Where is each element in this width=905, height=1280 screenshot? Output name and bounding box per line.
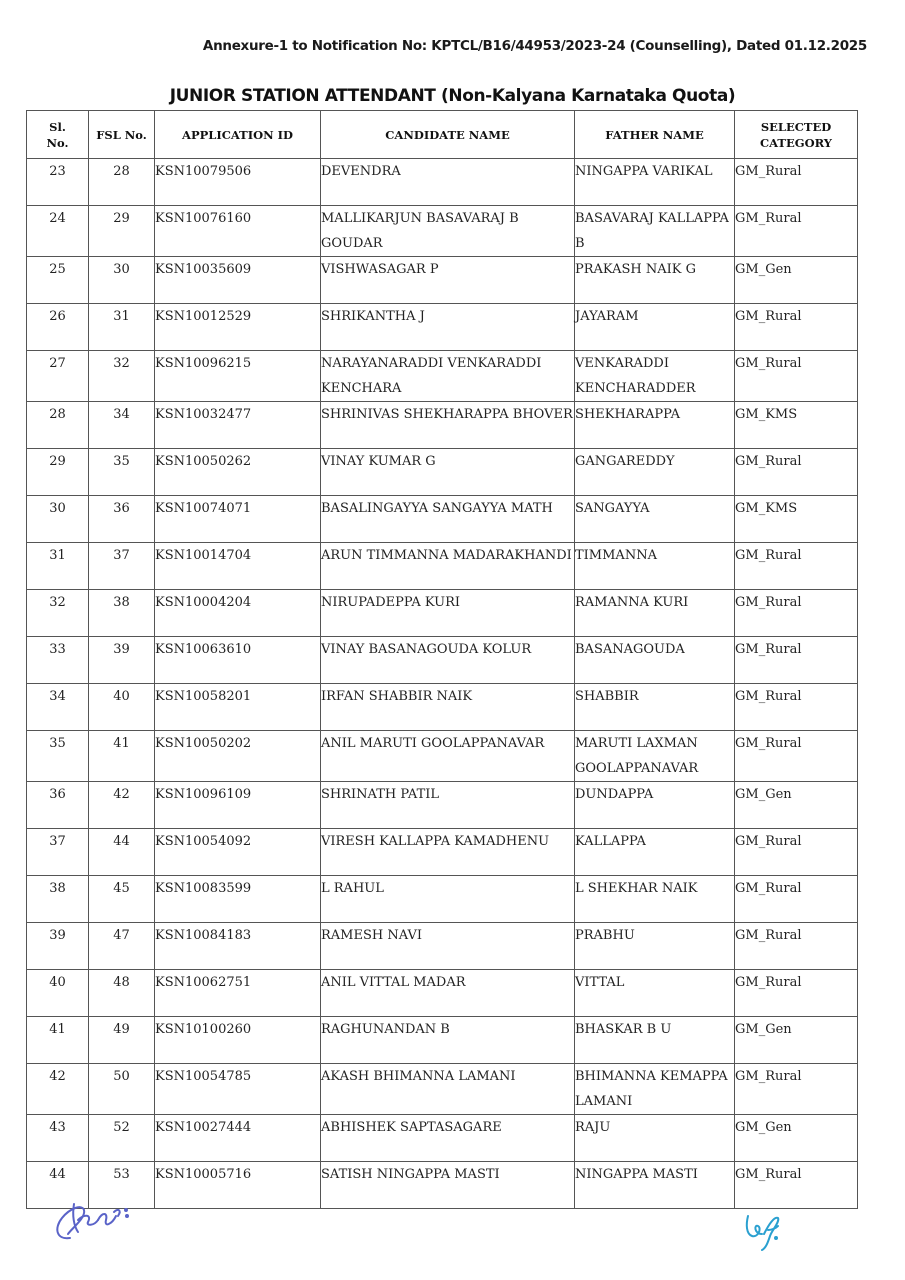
cell-candidate-name: MALLIKARJUN BASAVARAJ B GOUDAR [321, 206, 575, 257]
cell-candidate-name: ARUN TIMMANNA MADARAKHANDI [321, 543, 575, 590]
table-row [27, 257, 858, 304]
cell-candidate-name: RAGHUNANDAN B [321, 1017, 575, 1064]
cell-candidate-name: SHRIKANTHA J [321, 304, 575, 351]
cell-candidate-name: VISHWASAGAR P [321, 257, 575, 304]
cell-application-id: KSN10014704 [155, 543, 321, 590]
cell-selected-category: GM_Rural [735, 1162, 858, 1209]
cell-father-name: JAYARAM [575, 304, 735, 351]
cell-father-name: GANGAREDDY [575, 449, 735, 496]
cell-application-id: KSN10035609 [155, 257, 321, 304]
cell-fsl-no: 34 [89, 402, 155, 449]
column-header-line: Sl. [49, 119, 66, 134]
cell-fsl-no: 50 [89, 1064, 155, 1115]
cell-application-id: KSN10100260 [155, 1017, 321, 1064]
table-row [27, 351, 858, 402]
cell-selected-category: GM_Rural [735, 637, 858, 684]
table-row [27, 543, 858, 590]
cell-candidate-name: VINAY BASANAGOUDA KOLUR [321, 637, 575, 684]
cell-selected-category: GM_Rural [735, 876, 858, 923]
page-title: JUNIOR STATION ATTENDANT (Non-Kalyana Karnataka Quota) [169, 86, 736, 106]
column-header-sl-no [27, 111, 89, 159]
column-header-line: No. [46, 135, 69, 150]
table-row [27, 684, 858, 731]
cell-sl-no: 28 [27, 402, 89, 449]
annexure-notification-line: Annexure-1 to Notification No: KPTCL/B16/44953/2023-24 (Counselling), Dated 01.12.2025 [202, 38, 867, 54]
column-header-father-name [575, 111, 735, 159]
cell-father-name: BASAVARAJ KALLAPPA B [575, 206, 735, 257]
cell-sl-no: 23 [27, 159, 89, 206]
cell-application-id: KSN10062751 [155, 970, 321, 1017]
cell-fsl-no: 45 [89, 876, 155, 923]
cell-sl-no: 37 [27, 829, 89, 876]
cell-father-name: MARUTI LAXMAN GOOLAPPANAVAR [575, 731, 735, 782]
cell-application-id: KSN10084183 [155, 923, 321, 970]
right-signature [740, 1208, 790, 1254]
cell-sl-no: 31 [27, 543, 89, 590]
cell-father-name: DUNDAPPA [575, 782, 735, 829]
cell-selected-category: GM_Gen [735, 1017, 858, 1064]
cell-fsl-no: 29 [89, 206, 155, 257]
signature-strokes [747, 1216, 779, 1250]
cell-candidate-name: ABHISHEK SAPTASAGARE [321, 1115, 575, 1162]
cell-application-id: KSN10054092 [155, 829, 321, 876]
cell-candidate-name: L RAHUL [321, 876, 575, 923]
cell-father-name: BHASKAR B U [575, 1017, 735, 1064]
cell-selected-category: GM_Gen [735, 782, 858, 829]
table-row [27, 731, 858, 782]
cell-application-id: KSN10054785 [155, 1064, 321, 1115]
cell-candidate-name: NIRUPADEPPA KURI [321, 590, 575, 637]
cell-candidate-name: SHRINATH PATIL [321, 782, 575, 829]
table-row [27, 1162, 858, 1209]
cell-fsl-no: 36 [89, 496, 155, 543]
cell-candidate-name: ANIL VITTAL MADAR [321, 970, 575, 1017]
cell-father-name: RAJU [575, 1115, 735, 1162]
cell-application-id: KSN10076160 [155, 206, 321, 257]
cell-fsl-no: 37 [89, 543, 155, 590]
cell-candidate-name: RAMESH NAVI [321, 923, 575, 970]
cell-father-name: SHABBIR [575, 684, 735, 731]
cell-father-name: NINGAPPA MASTI [575, 1162, 735, 1209]
cell-father-name: VITTAL [575, 970, 735, 1017]
table-row [27, 206, 858, 257]
cell-father-name: TIMMANNA [575, 543, 735, 590]
cell-application-id: KSN10096109 [155, 782, 321, 829]
cell-fsl-no: 47 [89, 923, 155, 970]
cell-father-name: KALLAPPA [575, 829, 735, 876]
cell-selected-category: GM_Rural [735, 206, 858, 257]
cell-father-name: VENKARADDI KENCHARADDER [575, 351, 735, 402]
table-header-row [27, 111, 858, 159]
cell-fsl-no: 48 [89, 970, 155, 1017]
table-row [27, 1017, 858, 1064]
left-signature [48, 1198, 138, 1248]
cell-candidate-name: BASALINGAYYA SANGAYYA MATH [321, 496, 575, 543]
cell-father-name: L SHEKHAR NAIK [575, 876, 735, 923]
cell-application-id: KSN10005716 [155, 1162, 321, 1209]
cell-sl-no: 35 [27, 731, 89, 782]
cell-fsl-no: 28 [89, 159, 155, 206]
cell-fsl-no: 44 [89, 829, 155, 876]
cell-fsl-no: 49 [89, 1017, 155, 1064]
cell-fsl-no: 32 [89, 351, 155, 402]
cell-father-name: PRABHU [575, 923, 735, 970]
column-header-line: FSL No. [96, 127, 147, 142]
cell-father-name: SHEKHARAPPA [575, 402, 735, 449]
cell-fsl-no: 31 [89, 304, 155, 351]
cell-application-id: KSN10012529 [155, 304, 321, 351]
cell-selected-category: GM_Rural [735, 1064, 858, 1115]
cell-sl-no: 40 [27, 970, 89, 1017]
table-row [27, 1115, 858, 1162]
cell-candidate-name: ANIL MARUTI GOOLAPPANAVAR [321, 731, 575, 782]
cell-application-id: KSN10032477 [155, 402, 321, 449]
table-row [27, 402, 858, 449]
cell-sl-no: 26 [27, 304, 89, 351]
table-row [27, 970, 858, 1017]
cell-sl-no: 33 [27, 637, 89, 684]
cell-selected-category: GM_Rural [735, 829, 858, 876]
cell-selected-category: GM_Rural [735, 684, 858, 731]
cell-father-name: PRAKASH NAIK G [575, 257, 735, 304]
table-row [27, 304, 858, 351]
cell-sl-no: 32 [27, 590, 89, 637]
cell-father-name: NINGAPPA VARIKAL [575, 159, 735, 206]
cell-candidate-name: IRFAN SHABBIR NAIK [321, 684, 575, 731]
column-header-line: FATHER NAME [605, 127, 704, 142]
column-header-fsl-no [89, 111, 155, 159]
cell-application-id: KSN10096215 [155, 351, 321, 402]
cell-fsl-no: 52 [89, 1115, 155, 1162]
cell-father-name: SANGAYYA [575, 496, 735, 543]
cell-sl-no: 44 [27, 1162, 89, 1209]
cell-candidate-name: AKASH BHIMANNA LAMANI [321, 1064, 575, 1115]
column-header-line: APPLICATION ID [182, 127, 293, 142]
table-row [27, 449, 858, 496]
column-header-line: CATEGORY [759, 135, 833, 150]
cell-application-id: KSN10079506 [155, 159, 321, 206]
cell-sl-no: 38 [27, 876, 89, 923]
cell-sl-no: 41 [27, 1017, 89, 1064]
cell-sl-no: 27 [27, 351, 89, 402]
cell-candidate-name: SATISH NINGAPPA MASTI [321, 1162, 575, 1209]
cell-selected-category: GM_Rural [735, 543, 858, 590]
cell-fsl-no: 30 [89, 257, 155, 304]
cell-selected-category: GM_Rural [735, 449, 858, 496]
table-row [27, 637, 858, 684]
selection-list-table [26, 110, 858, 1209]
cell-candidate-name: DEVENDRA [321, 159, 575, 206]
cell-selected-category: GM_Rural [735, 590, 858, 637]
table-row [27, 876, 858, 923]
cell-application-id: KSN10083599 [155, 876, 321, 923]
cell-sl-no: 36 [27, 782, 89, 829]
table-row [27, 1064, 858, 1115]
cell-fsl-no: 53 [89, 1162, 155, 1209]
cell-selected-category: GM_Rural [735, 159, 858, 206]
cell-selected-category: GM_Rural [735, 351, 858, 402]
cell-application-id: KSN10050202 [155, 731, 321, 782]
table-row [27, 159, 858, 206]
cell-selected-category: GM_Rural [735, 923, 858, 970]
cell-application-id: KSN10074071 [155, 496, 321, 543]
cell-fsl-no: 41 [89, 731, 155, 782]
cell-candidate-name: NARAYANARADDI VENKARADDI KENCHARA [321, 351, 575, 402]
cell-father-name: BHIMANNA KEMAPPA LAMANI [575, 1064, 735, 1115]
column-header-application-id [155, 111, 321, 159]
cell-application-id: KSN10027444 [155, 1115, 321, 1162]
cell-fsl-no: 39 [89, 637, 155, 684]
table-row [27, 923, 858, 970]
cell-application-id: KSN10004204 [155, 590, 321, 637]
cell-selected-category: GM_Rural [735, 731, 858, 782]
cell-sl-no: 43 [27, 1115, 89, 1162]
table-row [27, 782, 858, 829]
column-header-candidate-name [321, 111, 575, 159]
cell-sl-no: 25 [27, 257, 89, 304]
cell-sl-no: 39 [27, 923, 89, 970]
cell-sl-no: 30 [27, 496, 89, 543]
table-row [27, 496, 858, 543]
cell-application-id: KSN10063610 [155, 637, 321, 684]
column-header-line: CANDIDATE NAME [385, 127, 510, 142]
cell-sl-no: 34 [27, 684, 89, 731]
table-row [27, 590, 858, 637]
cell-fsl-no: 42 [89, 782, 155, 829]
cell-candidate-name: VINAY KUMAR G [321, 449, 575, 496]
cell-father-name: BASANAGOUDA [575, 637, 735, 684]
cell-selected-category: GM_Rural [735, 970, 858, 1017]
column-header-line: SELECTED [760, 119, 832, 134]
cell-selected-category: GM_Gen [735, 257, 858, 304]
column-header-selected-category [735, 111, 858, 159]
table-body [27, 159, 858, 1209]
cell-fsl-no: 38 [89, 590, 155, 637]
cell-father-name: RAMANNA KURI [575, 590, 735, 637]
table-row [27, 829, 858, 876]
cell-fsl-no: 35 [89, 449, 155, 496]
cell-application-id: KSN10050262 [155, 449, 321, 496]
cell-application-id: KSN10058201 [155, 684, 321, 731]
cell-sl-no: 24 [27, 206, 89, 257]
cell-selected-category: GM_Gen [735, 1115, 858, 1162]
cell-fsl-no: 40 [89, 684, 155, 731]
cell-sl-no: 29 [27, 449, 89, 496]
cell-sl-no: 42 [27, 1064, 89, 1115]
cell-candidate-name: SHRINIVAS SHEKHARAPPA BHOVER [321, 402, 575, 449]
cell-selected-category: GM_Rural [735, 304, 858, 351]
signature-strokes [57, 1204, 128, 1238]
cell-candidate-name: VIRESH KALLAPPA KAMADHENU [321, 829, 575, 876]
cell-selected-category: GM_KMS [735, 496, 858, 543]
cell-selected-category: GM_KMS [735, 402, 858, 449]
